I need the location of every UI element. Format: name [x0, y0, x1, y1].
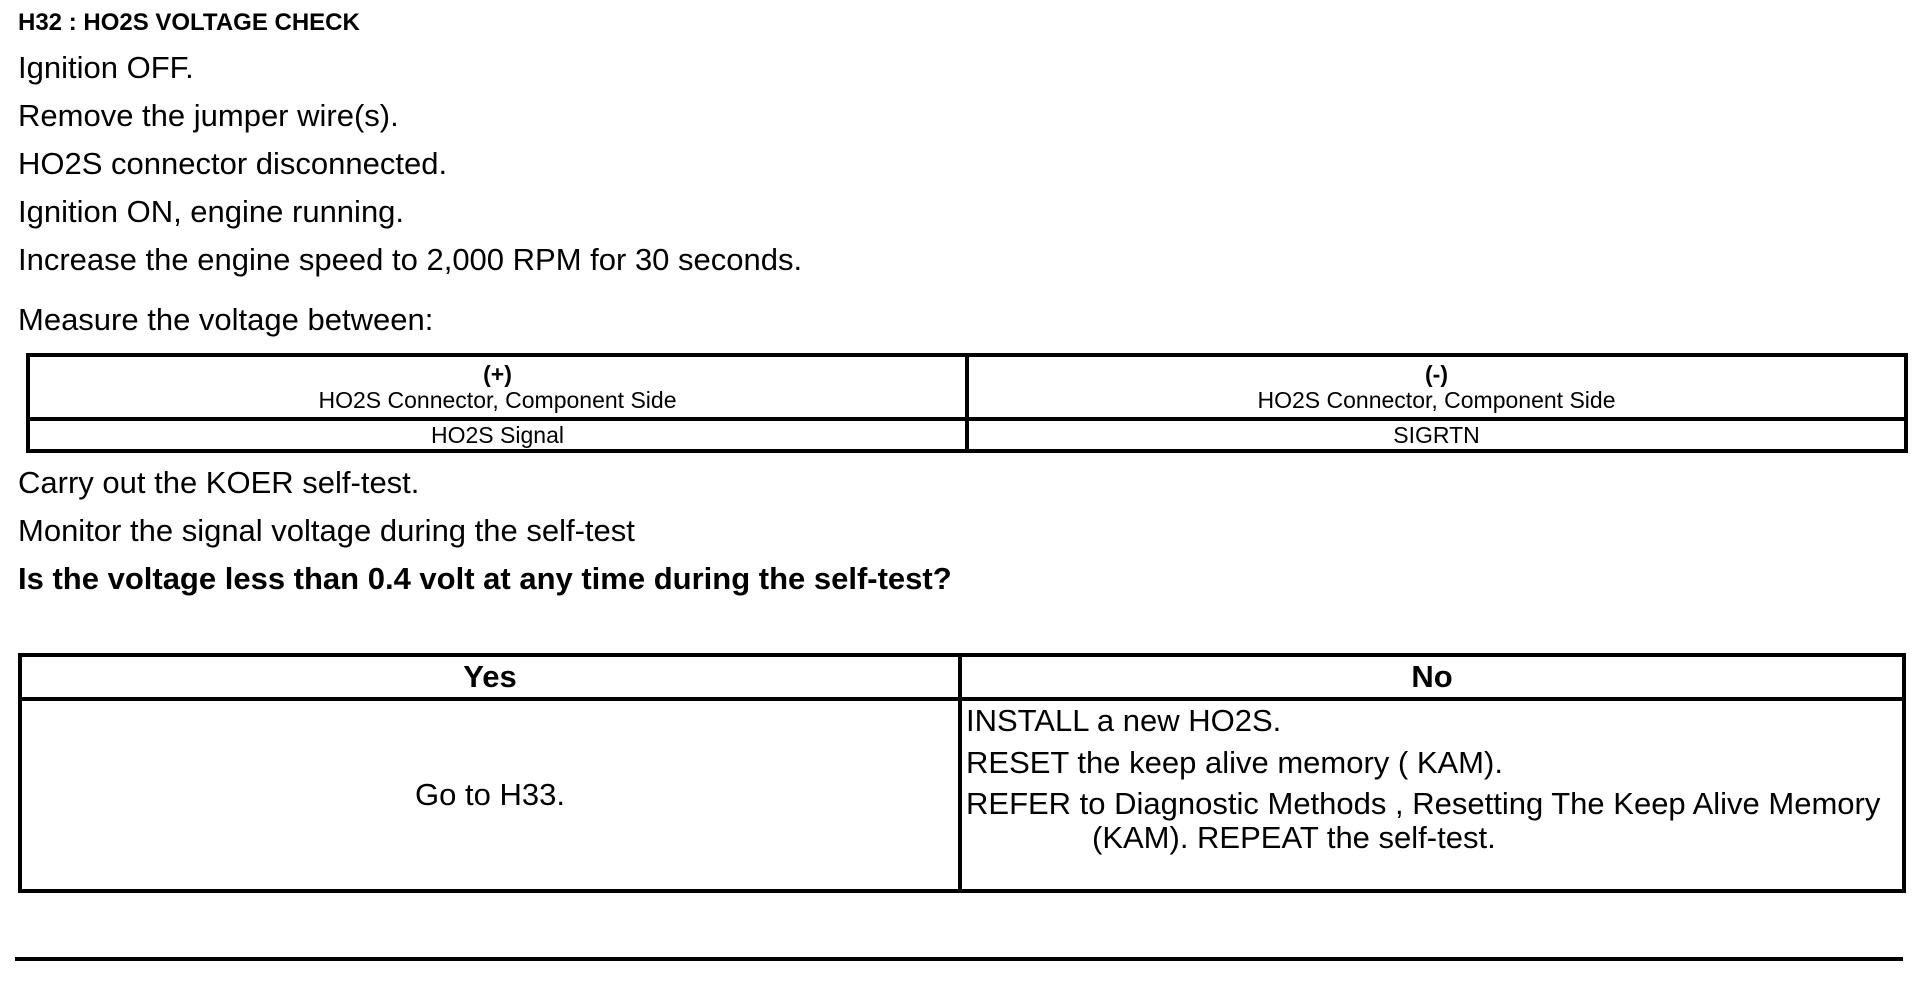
step-koer-self-test: Carry out the KOER self-test. [18, 465, 420, 500]
measure-table [26, 353, 1908, 453]
no-actions [960, 699, 1904, 891]
no-header: No [960, 655, 1904, 699]
step-ignition-on: Ignition ON, engine running. [18, 194, 405, 229]
measure-negative-header [967, 355, 1906, 419]
yes-action-link[interactable]: Go to H33. [415, 777, 565, 812]
step-increase-rpm: Increase the engine speed to 2,000 RPM for 30 seconds. [18, 242, 803, 277]
negative-pin: SIGRTN [967, 419, 1906, 451]
answer-header-row [20, 655, 1904, 699]
yes-header: Yes [20, 655, 960, 699]
measure-header-row [28, 355, 1906, 419]
positive-pin: HO2S Signal [28, 419, 967, 451]
procedure-title: H32 : HO2S VOLTAGE CHECK [18, 9, 360, 36]
positive-polarity: (+) [483, 361, 512, 387]
decision-question: Is the voltage less than 0.4 volt at any time during the self-test? [18, 561, 952, 596]
step-monitor-voltage: Monitor the signal voltage during the self-test [18, 513, 635, 548]
negative-location: HO2S Connector, Component Side [1257, 387, 1616, 413]
step-connector-disconnected: HO2S connector disconnected. [18, 146, 448, 181]
step-remove-jumper: Remove the jumper wire(s). [18, 98, 399, 133]
measure-positive-header [28, 355, 967, 419]
no-action-refer: REFER to Diagnostic Methods , Resetting The Keep Alive Memory (KAM). REPEAT the self-test. [966, 786, 1881, 855]
measure-value-row [28, 419, 1906, 451]
bottom-divider [15, 957, 1903, 961]
procedure-page [18, 8, 1902, 893]
step-ignition-off: Ignition OFF. [18, 50, 194, 85]
yes-action[interactable] [20, 699, 960, 891]
answer-table [18, 653, 1906, 893]
measure-intro: Measure the voltage between: [18, 302, 434, 337]
negative-polarity: (-) [1425, 361, 1448, 387]
positive-location: HO2S Connector, Component Side [318, 387, 677, 413]
answer-body-row [20, 699, 1904, 891]
no-action-install: INSTALL a new HO2S. [966, 703, 1282, 738]
step-list [18, 44, 1902, 284]
no-action-reset-kam: RESET the keep alive memory ( KAM). [966, 745, 1503, 780]
